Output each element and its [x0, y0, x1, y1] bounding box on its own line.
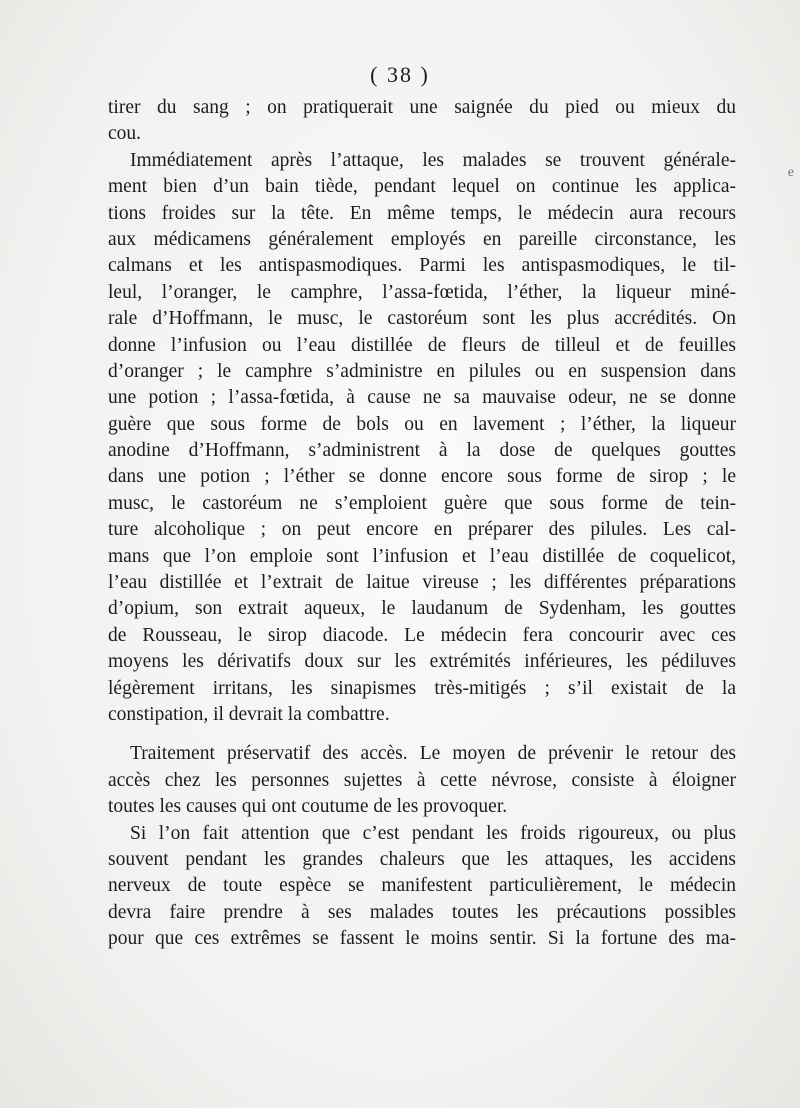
text-line: d’opium, son extrait aqueux, le laudanum de Sydenham, les gouttes	[108, 598, 736, 620]
text-line: moyens les dérivatifs doux sur les extrémités inférieures, les pédiluves	[108, 651, 736, 673]
text-line: légèrement irritans, les sinapismes très-mitigés ; s’il existait de la	[108, 677, 736, 699]
text-line: Traitement préservatif des accès. Le moyen de prévenir le retour des	[130, 743, 736, 765]
text-line: guère que sous forme de bols ou en lavement ; l’éther, la liqueur	[108, 413, 736, 435]
text-line: une potion ; l’assa-fœtida, à cause ne sa mauvaise odeur, ne se donne	[108, 387, 736, 409]
text-line: pour que ces extrêmes se fassent le moins sentir. Si la fortune des ma-	[108, 928, 736, 950]
text-line: ment bien d’un bain tiède, pendant lequel on continue les applica-	[108, 176, 736, 198]
paragraph-gap	[108, 728, 736, 741]
text-line: accès chez les personnes sujettes à cette névrose, consiste à éloigner	[108, 769, 736, 791]
text-line: Immédiatement après l’attaque, les malades se trouvent générale-	[130, 149, 736, 171]
text-line: musc, le castoréum ne s’emploient guère que sous forme de tein-	[108, 492, 736, 514]
text-line: aux médicamens généralement employés en pareille circonstance, les	[108, 228, 736, 250]
page-number: ( 38 )	[370, 62, 430, 87]
text-line: dans une potion ; l’éther se donne encore sous forme de sirop ; le	[108, 466, 736, 488]
text-line: Si l’on fait attention que c’est pendant les froids rigoureux, ou plus	[130, 822, 736, 844]
body-text	[108, 95, 736, 953]
text-line: calmans et les antispasmodiques. Parmi les antispasmodiques, le til-	[108, 255, 736, 277]
text-line: anodine d’Hoffmann, s’administrent à la dose de quelques gouttes	[108, 440, 736, 462]
text-line: devra faire prendre à ses malades toutes les précautions possibles	[108, 901, 736, 923]
text-line: donne l’infusion ou l’eau distillée de fleurs de tilleul et de feuilles	[108, 334, 736, 356]
text-line: d’oranger ; le camphre s’administre en pilules ou en suspension dans	[108, 360, 736, 382]
text-line: ture alcoholique ; on peut encore en préparer des pilules. Les cal-	[108, 519, 736, 541]
text-line: constipation, il devrait la combattre.	[108, 703, 390, 725]
text-line: nerveux de toute espèce se manifestent particulièrement, le médecin	[108, 875, 736, 897]
margin-mark: e	[787, 165, 794, 180]
text-line: de Rousseau, le sirop diacode. Le médecin fera concourir avec ces	[108, 624, 736, 646]
text-line: souvent pendant les grandes chaleurs que les attaques, les accidens	[108, 848, 736, 870]
text-line: l’eau distillée et l’extrait de laitue vireuse ; les différentes préparations	[108, 572, 736, 594]
text-line: tions froides sur la tête. En même temps, le médecin aura recours	[108, 202, 736, 224]
text-line: cou.	[108, 123, 142, 145]
text-line: rale d’Hoffmann, le musc, le castoréum sont les plus accrédités. On	[108, 308, 736, 330]
text-line: toutes les causes qui ont coutume de les provoquer.	[108, 796, 508, 818]
text-line: mans que l’on emploie sont l’infusion et l’eau distillée de coquelicot,	[108, 545, 736, 567]
text-line: tirer du sang ; on pratiquerait une saignée du pied ou mieux du	[108, 97, 736, 118]
text-line: leul, l’oranger, le camphre, l’assa-fœtida, l’éther, la liqueur miné-	[108, 281, 736, 303]
